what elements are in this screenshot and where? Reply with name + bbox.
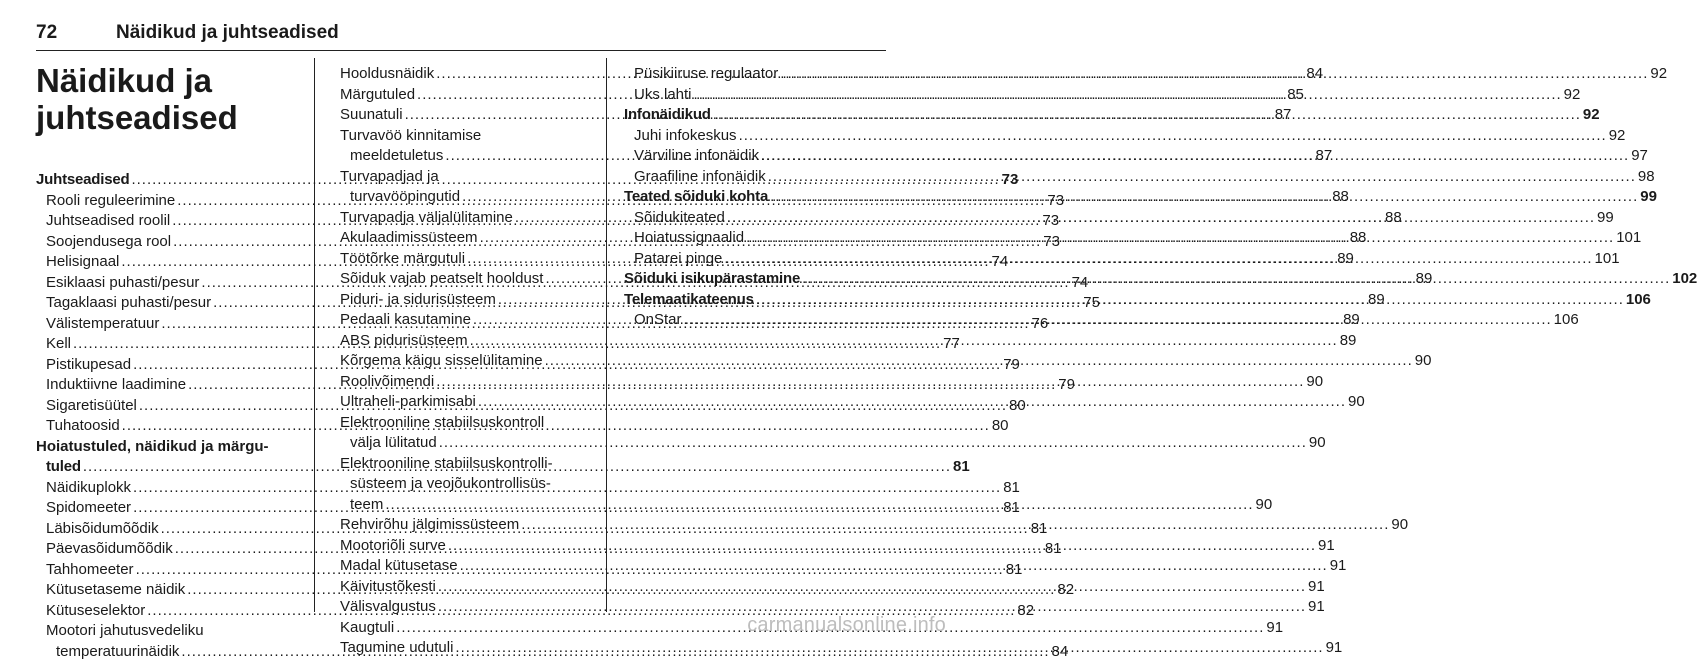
dot-leader [694, 85, 1562, 106]
chapter-title: Näidikud ja juhtseadised [36, 62, 296, 136]
toc-entry-leader-line [634, 85, 884, 106]
toc-entry-title: Sõidukiteated [634, 208, 725, 229]
toc-entry-page: 76 [1032, 314, 1049, 335]
toc-entry[interactable] [36, 314, 301, 335]
toc-section[interactable] [624, 290, 884, 311]
dot-leader [470, 331, 1338, 352]
toc-entry-page: 101 [1595, 249, 1620, 270]
toc-column-2 [340, 64, 605, 659]
toc-entry-leader-line [340, 269, 605, 290]
toc-entry-leader-line [634, 126, 884, 147]
dot-leader [521, 515, 1389, 536]
toc-entry-title: Tagaklaasi puhasti/pesur [46, 293, 211, 314]
toc-entry[interactable] [36, 601, 301, 622]
toc-entry-title: Akulaadimissüsteem [340, 228, 478, 249]
toc-entry-leader-line [46, 498, 301, 519]
toc-entry-page: 91 [1318, 536, 1335, 557]
toc-entry-title: meeldetuletus [350, 146, 443, 167]
toc-entry-page: 90 [1306, 372, 1323, 393]
dot-leader [684, 310, 1552, 331]
toc-entry[interactable] [36, 539, 301, 560]
toc-entry-page: 92 [1583, 105, 1600, 126]
toc-section[interactable] [36, 170, 301, 191]
toc-entry-page: 91 [1266, 618, 1283, 639]
toc-entry-leader-line [340, 85, 605, 106]
toc-entry-leader-line [340, 577, 605, 598]
toc-entry-title: Juhtseadised [36, 170, 129, 191]
toc-entry[interactable] [624, 85, 884, 106]
toc-entry-leader-line [46, 273, 301, 294]
toc-entry-title: Sõiduki isikupärastamine [624, 269, 800, 290]
toc-entry-page: 106 [1626, 290, 1651, 311]
toc-entry-page: 92 [1564, 85, 1581, 106]
toc-entry[interactable] [624, 310, 884, 331]
toc-entry[interactable] [340, 372, 605, 393]
toc-entry-title: Käivitustõkesti [340, 577, 436, 598]
toc-entry-page: 90 [1348, 392, 1365, 413]
toc-entry-page: 81 [1006, 560, 1023, 581]
dot-leader [478, 392, 1346, 413]
toc-entry[interactable] [624, 126, 884, 147]
toc-entry-title: Soojendusega rool [46, 232, 171, 253]
toc-entry-leader-line [624, 105, 884, 126]
toc-entry-title: teem [350, 495, 383, 516]
dot-leader [439, 433, 1307, 454]
toc-section[interactable] [624, 105, 884, 126]
toc-entry-title: Suunatuli [340, 105, 403, 126]
toc-entry-title: Kõrgema käigu sisselülitamine [340, 351, 543, 372]
toc-entry-leader-line [340, 228, 605, 249]
toc-entry-page: 90 [1415, 351, 1432, 372]
toc-entry-leader-line [46, 232, 301, 253]
toc-entry-title: Ultraheli-parkimisabi [340, 392, 476, 413]
toc-entry[interactable] [340, 413, 605, 454]
toc-entry-title: Mootoriõli surve [340, 536, 446, 557]
toc-entry[interactable] [36, 191, 301, 212]
dot-leader [768, 167, 1636, 188]
toc-entry[interactable] [36, 416, 301, 437]
dot-leader [448, 536, 1316, 557]
toc-entry[interactable] [340, 249, 605, 270]
toc-entry-leader-line [340, 146, 605, 167]
toc-entry-leader-line [36, 170, 301, 191]
toc-entry-leader-line [46, 211, 301, 232]
toc-entry-page: 73 [1047, 191, 1064, 212]
toc-entry[interactable] [36, 560, 301, 581]
toc-entry[interactable] [340, 454, 605, 516]
toc-entry-title: Tuhatoosid [46, 416, 120, 437]
toc-entry-title: Päevasõidumõõdik [46, 539, 173, 560]
dot-leader [802, 269, 1670, 290]
toc-entry[interactable] [340, 85, 605, 106]
toc-entry-leader-line [340, 290, 605, 311]
toc-entry[interactable] [340, 618, 605, 639]
toc-entry-title: Kell [46, 334, 71, 355]
toc-entry[interactable] [36, 293, 301, 314]
toc-entry-title: Esiklaasi puhasti/pesur [46, 273, 199, 294]
toc-entry-title: Patarei pinge [634, 249, 722, 270]
toc-entry-page: 84 [1306, 64, 1323, 85]
toc-entry-title: Spidomeeter [46, 498, 131, 519]
toc-entry-page: 101 [1616, 228, 1641, 249]
toc-entry-title: Näidikuplokk [46, 478, 131, 499]
toc-entry[interactable] [340, 310, 605, 331]
toc-entry-leader-line [340, 372, 605, 393]
dot-leader [545, 351, 1413, 372]
toc-section[interactable] [624, 269, 884, 290]
toc-entry-title: turvavööpingutid [350, 187, 460, 208]
toc-entry-leader-line [340, 433, 605, 454]
toc-entry-page: 87 [1316, 146, 1333, 167]
toc-entry[interactable] [624, 146, 884, 167]
toc-entry[interactable] [624, 64, 884, 85]
dot-leader [739, 126, 1607, 147]
toc-section[interactable] [36, 437, 301, 478]
toc-entry-title: Hooldusnäidik [340, 64, 434, 85]
dot-leader [761, 146, 1629, 167]
toc-entry-leader-line [634, 146, 884, 167]
toc-entry-page: 89 [1368, 290, 1385, 311]
toc-entry-leader-line [46, 314, 301, 335]
toc-entry-title: Sõiduk vajab peatselt hooldust [340, 269, 543, 290]
toc-entry-title: Rehvirõhu jälgimissüsteem [340, 515, 519, 536]
toc-entry-title: Telemaatikateenus [624, 290, 754, 311]
toc-entry-title: temperatuurinäidik [56, 642, 179, 662]
dot-leader [770, 187, 1638, 208]
toc-entry[interactable] [624, 228, 884, 249]
toc-entry[interactable] [340, 638, 605, 659]
toc-entry-leader-line [340, 536, 605, 557]
toc-section[interactable] [624, 187, 884, 208]
toc-entry-title: Läbisõidumõõdik [46, 519, 159, 540]
toc-entry-page: 91 [1308, 597, 1325, 618]
toc-entry-page: 81 [953, 457, 970, 478]
toc-entry-line: Mootori jahutusvedeliku [46, 621, 301, 642]
toc-entry-title: Piduri- ja sidurisüsteem [340, 290, 496, 311]
toc-entry-page: 82 [1057, 580, 1074, 601]
toc-entry-title: välja lülitatud [350, 433, 437, 454]
toc-entry-leader-line [46, 478, 301, 499]
toc-entry[interactable] [36, 334, 301, 355]
dot-leader [436, 372, 1304, 393]
toc-entry-line: Elektrooniline stabiilsuskontroll [340, 413, 605, 434]
toc-entry[interactable] [340, 126, 605, 167]
toc-entry-page: 88 [1385, 208, 1402, 229]
toc-column-3 [624, 64, 884, 331]
toc-entry-title: Pedaali kasutamine [340, 310, 471, 331]
header-rule [36, 50, 886, 51]
toc-entry-leader-line [624, 187, 884, 208]
toc-entry[interactable] [36, 396, 301, 417]
toc-entry-title: Rooli reguleerimine [46, 191, 175, 212]
toc-entry-leader-line [340, 187, 605, 208]
toc-entry-page: 85 [1287, 85, 1304, 106]
toc-entry-page: 81 [1045, 539, 1062, 560]
dot-leader [455, 638, 1323, 659]
toc-entry-page: 75 [1083, 293, 1100, 314]
toc-entry-leader-line [340, 618, 605, 639]
toc-entry-leader-line [46, 355, 301, 376]
toc-entry-leader-line [340, 556, 605, 577]
running-title: Näidikud ja juhtseadised [116, 22, 339, 44]
toc-entry-page: 106 [1554, 310, 1579, 331]
toc-entry-leader-line [340, 495, 605, 516]
dot-leader [438, 577, 1306, 598]
dot-leader [724, 249, 1592, 270]
toc-entry-title: Turvapadja väljalülitamine [340, 208, 513, 229]
dot-leader [713, 105, 1581, 126]
toc-entry-line: Turvapadjad ja [340, 167, 605, 188]
toc-entry[interactable] [36, 519, 301, 540]
toc-entry-leader-line [46, 560, 301, 581]
toc-entry-title: Juhtseadised roolil [46, 211, 170, 232]
toc-entry-page: 84 [1052, 642, 1069, 662]
watermark: carmanualsonline.info [747, 614, 946, 637]
toc-entry-leader-line [634, 167, 884, 188]
toc-entry[interactable] [340, 105, 605, 126]
toc-entry-line: Turvavöö kinnitamise [340, 126, 605, 147]
toc-entry-leader-line [46, 334, 301, 355]
dot-leader [727, 208, 1595, 229]
toc-entry-leader-line [46, 416, 301, 437]
toc-entry-leader-line [46, 293, 301, 314]
toc-entry[interactable] [340, 228, 605, 249]
toc-entry-title: OnStar [634, 310, 682, 331]
toc-entry-leader-line [36, 457, 301, 478]
toc-entry-page: 98 [1638, 167, 1655, 188]
toc-entry-title: Välistemperatuur [46, 314, 159, 335]
toc-entry-page: 82 [1017, 601, 1034, 622]
toc-entry-leader-line [340, 638, 605, 659]
toc-entry-title: Püsikiiruse regulaator [634, 64, 778, 85]
toc-entry-leader-line [340, 331, 605, 352]
toc-entry-title: ABS pidurisüsteem [340, 331, 468, 352]
toc-entry-leader-line [340, 515, 605, 536]
toc-entry-page: 99 [1640, 187, 1657, 208]
toc-entry[interactable] [36, 498, 301, 519]
toc-entry-page: 89 [1416, 269, 1433, 290]
toc-entry-page: 90 [1256, 495, 1273, 516]
page-number: 72 [36, 22, 57, 44]
toc-entry-page: 79 [1003, 355, 1020, 376]
toc-entry-page: 90 [1309, 433, 1326, 454]
toc-entry-page: 91 [1308, 577, 1325, 598]
toc-entry[interactable] [340, 536, 605, 557]
toc-entry-leader-line [46, 519, 301, 540]
toc-entry-leader-line [46, 191, 301, 212]
toc-entry[interactable] [340, 269, 605, 290]
toc-entry-line: Hoiatustuled, näidikud ja märgu- [36, 437, 301, 458]
toc-entry-title: Värviline infonäidik [634, 146, 759, 167]
toc-entry-title: Uks lahti [634, 85, 692, 106]
toc-entry-title: Hoiatussignaalid [634, 228, 744, 249]
toc-entry-title: Tagumine udutuli [340, 638, 453, 659]
toc-entry-page: 81 [1003, 478, 1020, 499]
toc-entry[interactable] [36, 355, 301, 376]
toc-entry-page: 90 [1391, 515, 1408, 536]
toc-entry-leader-line [624, 290, 884, 311]
toc-entry-leader-line [46, 396, 301, 417]
dot-leader [385, 495, 1253, 516]
dot-leader [746, 228, 1614, 249]
toc-entry-title: Sigaretisüütel [46, 396, 137, 417]
toc-entry-title: Välisvalgustus [340, 597, 436, 618]
toc-entry-page: 92 [1609, 126, 1626, 147]
toc-entry-title: tuled [46, 457, 81, 478]
toc-entry[interactable] [36, 252, 301, 273]
toc-entry-line: Elektrooniline stabiilsuskontrolli- [340, 454, 605, 475]
dot-leader [780, 64, 1648, 85]
toc-entry[interactable] [340, 515, 605, 536]
toc-entry-page: 77 [943, 334, 960, 355]
toc-entry[interactable] [340, 208, 605, 229]
toc-entry-leader-line [634, 208, 884, 229]
toc-entry-page: 81 [1003, 498, 1020, 519]
toc-entry-title: Roolivõimendi [340, 372, 434, 393]
toc-entry-leader-line [46, 539, 301, 560]
toc-entry-leader-line [340, 105, 605, 126]
toc-entry-title: Induktiivne laadimine [46, 375, 186, 396]
toc-entry-title: Madal kütusetase [340, 556, 458, 577]
toc-entry-page: 73 [1043, 232, 1060, 253]
toc-entry-page: 87 [1275, 105, 1292, 126]
toc-entry[interactable] [36, 211, 301, 232]
toc-entry[interactable] [36, 621, 301, 662]
toc-entry-page: 73 [1002, 170, 1019, 191]
toc-entry-leader-line [46, 601, 301, 622]
toc-entry-title: Helisignaal [46, 252, 119, 273]
toc-entry-page: 81 [1031, 519, 1048, 540]
toc-entry-title: Märgutuled [340, 85, 415, 106]
toc-entry-leader-line [624, 269, 884, 290]
toc-entry[interactable] [340, 351, 605, 372]
toc-entry[interactable] [340, 331, 605, 352]
toc-entry-leader-line [46, 252, 301, 273]
toc-entry[interactable] [36, 273, 301, 294]
toc-entry-leader-line [634, 249, 884, 270]
toc-entry-page: 88 [1332, 187, 1349, 208]
toc-entry-title: Töötõrke märgutuli [340, 249, 465, 270]
toc-entry[interactable] [340, 167, 605, 208]
toc-entry-title: Pistikupesad [46, 355, 131, 376]
toc-entry[interactable] [36, 375, 301, 396]
toc-entry-page: 99 [1597, 208, 1614, 229]
dot-leader [460, 556, 1328, 577]
toc-entry[interactable] [36, 580, 301, 601]
toc-entry-leader-line [46, 642, 301, 662]
toc-entry-page: 74 [1072, 273, 1089, 294]
toc-entry-leader-line [634, 310, 884, 331]
toc-entry-line: süsteem ja veojõukontrollisüs- [340, 474, 605, 495]
toc-entry-leader-line [634, 228, 884, 249]
toc-entry-page: 97 [1631, 146, 1648, 167]
toc-entry[interactable] [36, 232, 301, 253]
toc-entry[interactable] [340, 290, 605, 311]
toc-entry-title: Juhi infokeskus [634, 126, 737, 147]
toc-entry[interactable] [340, 392, 605, 413]
toc-entry-page: 73 [1042, 211, 1059, 232]
toc-entry-title: Kaugtuli [340, 618, 394, 639]
toc-entry-page: 89 [1340, 331, 1357, 352]
toc-entry-title: Graafiline infonäidik [634, 167, 766, 188]
toc-entry[interactable] [624, 208, 884, 229]
toc-entry-title: Kütusetaseme näidik [46, 580, 185, 601]
toc-entry-leader-line [340, 64, 605, 85]
toc-entry[interactable] [624, 249, 884, 270]
toc-entry-leader-line [340, 249, 605, 270]
toc-entry[interactable] [340, 64, 605, 85]
toc-entry-page: 89 [1337, 249, 1354, 270]
toc-entry-page: 80 [1009, 396, 1026, 417]
toc-entry-title: Infonäidikud [624, 105, 711, 126]
toc-entry-leader-line [634, 64, 884, 85]
toc-entry-page: 91 [1326, 638, 1343, 659]
toc-entry-page: 74 [992, 252, 1009, 273]
toc-entry-leader-line [46, 375, 301, 396]
dot-leader [756, 290, 1624, 311]
toc-entry-leader-line [46, 580, 301, 601]
toc-entry-leader-line [340, 351, 605, 372]
toc-entry-page: 80 [992, 416, 1009, 437]
toc-entry[interactable] [36, 478, 301, 499]
toc-entry-leader-line [340, 208, 605, 229]
toc-entry[interactable] [624, 167, 884, 188]
toc-entry-title: Tahhomeeter [46, 560, 134, 581]
toc-entry-page: 92 [1650, 64, 1667, 85]
toc-entry-leader-line [340, 597, 605, 618]
toc-column-1 [36, 170, 301, 662]
toc-entry-page: 89 [1343, 310, 1360, 331]
page-header [36, 22, 886, 50]
toc-entry-page: 79 [1058, 375, 1075, 396]
toc-entry-leader-line [340, 310, 605, 331]
toc-entry[interactable] [340, 577, 605, 598]
toc-entry-page: 102 [1672, 269, 1697, 290]
toc-entry-title: Kütuseselektor [46, 601, 145, 622]
toc-entry-page: 91 [1330, 556, 1347, 577]
toc-entry-title: Teated sõiduki kohta [624, 187, 768, 208]
toc-entry-page: 88 [1350, 228, 1367, 249]
toc-entry[interactable] [340, 597, 605, 618]
toc-entry[interactable] [340, 556, 605, 577]
toc-entry-leader-line [340, 392, 605, 413]
